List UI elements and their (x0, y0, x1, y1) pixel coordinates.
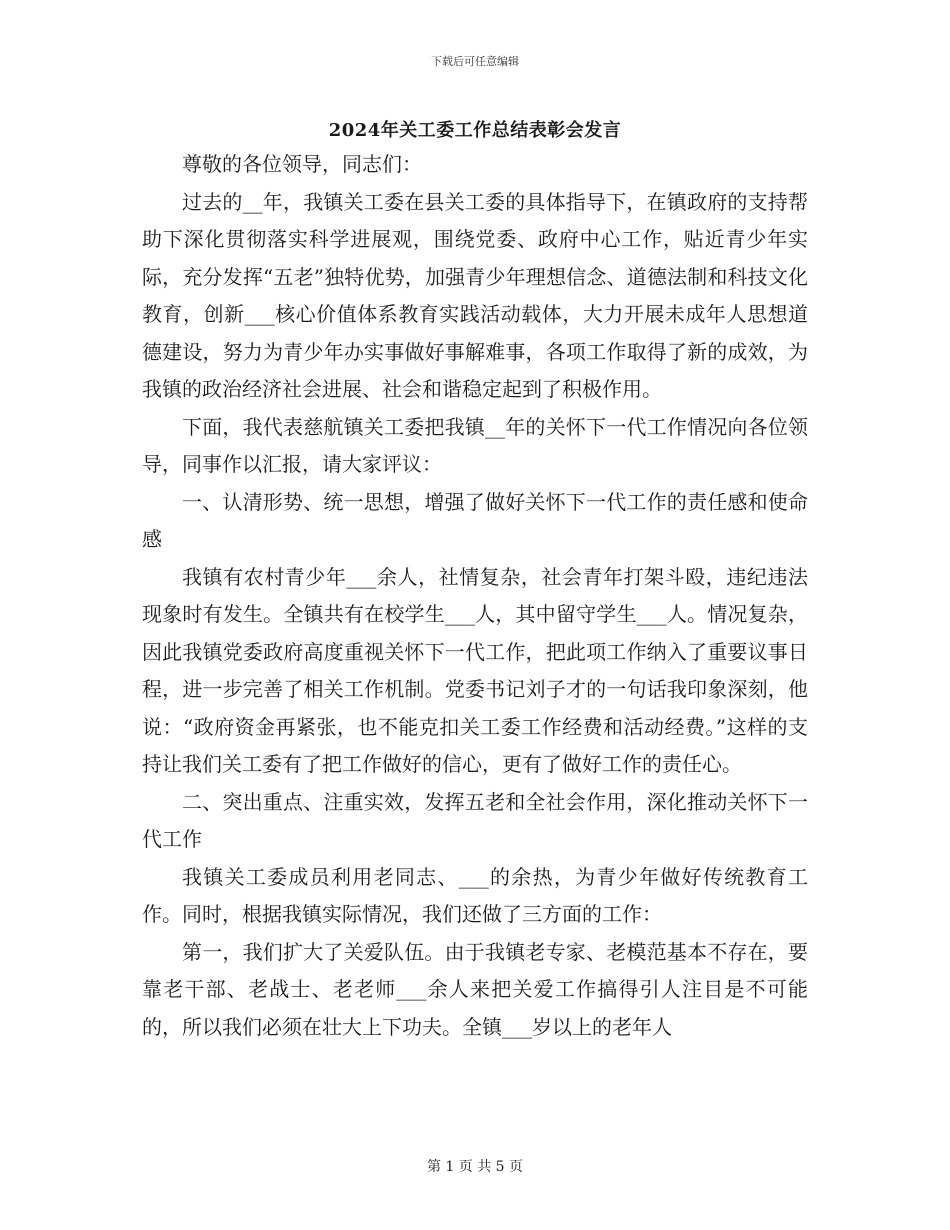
page-header-note: 下载后可任意编辑 (431, 55, 519, 68)
body-paragraph: 我镇关工委成员利用老同志、___的余热，为青少年做好传统教育工作。同时，根据我镇实际情况，我们还做了三方面的工作： (142, 864, 808, 926)
page-number: 第 1 页 共 5 页 (426, 1159, 524, 1175)
body-paragraph: 过去的__年，我镇关工委在县关工委的具体指导下，在镇政府的支持帮助下深化贯彻落实科学进展观，围绕党委、政府中心工作，贴近青少年实际，充分发挥“五老”独特优势，加强青少年理想信念、道德法制和科技文化教育，创新___核心价值体系教育实践活动载体，大力开展未成年人思想道德建设，努力为青少年办实事做好事解难事，各项工作取得了新的成效，为我镇的政治经济社会进展、社会和谐稳定起到了积极作用。 (142, 189, 808, 401)
body-paragraph: 第一，我们扩大了关爱队伍。由于我镇老专家、老模范基本不存在，要靠老干部、老战士、老老师___余人来把关爱工作搞得引人注目是不可能的，所以我们必须在壮大上下功夫。全镇___岁以上的老年人 (142, 939, 808, 1039)
document-body (142, 146, 808, 1046)
section-heading: 二、突出重点、注重实效，发挥五老和全社会作用，深化推动关怀下一代工作 (142, 789, 808, 851)
body-paragraph: 我镇有农村青少年___余人，社情复杂，社会青年打架斗殴，违纪违法现象时有发生。全镇共有在校学生___人，其中留守学生___人。情况复杂，因此我镇党委政府高度重视关怀下一代工作，把此项工作纳入了重要议事日程，进一步完善了相关工作机制。党委书记刘子才的一句话我印象深刻，他说：“政府资金再紧张，也不能克扣关工委工作经费和活动经费。”这样的支持让我们关工委有了把工作做好的信心，更有了做好工作的责任心。 (142, 564, 808, 776)
document-title: 2024年关工委工作总结表彰会发言 (328, 120, 622, 141)
section-heading: 一、认清形势、统一思想，增强了做好关怀下一代工作的责任感和使命感 (142, 489, 808, 551)
body-paragraph: 下面，我代表慈航镇关工委把我镇__年的关怀下一代工作情况向各位领导，同事作以汇报，请大家评议： (142, 414, 808, 476)
salutation-paragraph: 尊敬的各位领导，同志们： (182, 152, 422, 176)
